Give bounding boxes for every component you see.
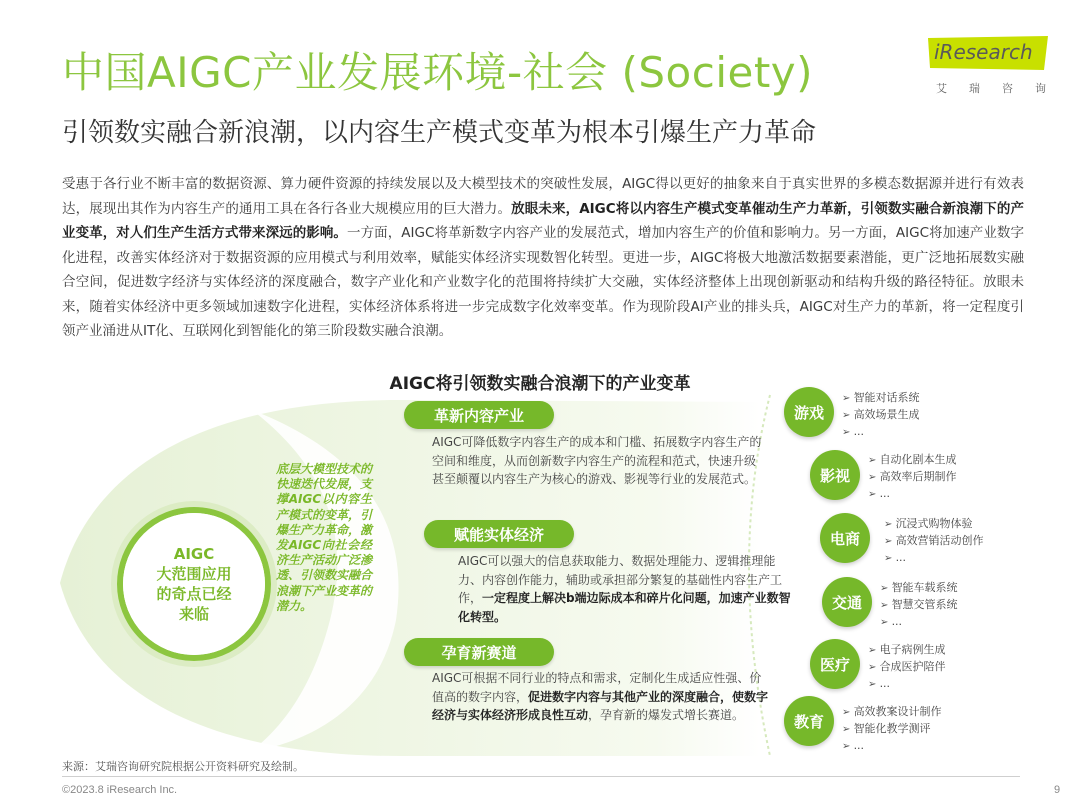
list-item: ➢ 电子病例生成 bbox=[868, 642, 946, 659]
page-number: 9 bbox=[1054, 784, 1061, 796]
list-item: ➢ ... bbox=[884, 550, 984, 567]
page-title: 中国AIGC产业发展环境-社会 (Society) bbox=[62, 48, 814, 97]
section-desc-new-track bbox=[432, 669, 772, 725]
list-item: ➢ 高效营销活动创作 bbox=[884, 533, 984, 550]
category-circle-medical: 医疗 bbox=[810, 639, 860, 689]
category-circle-education: 教育 bbox=[784, 696, 834, 746]
list-item: ➢ 智慧交管系统 bbox=[880, 597, 958, 614]
list-item: ➢ 合成医护陪伴 bbox=[868, 659, 946, 676]
intro-bold-1: 放眼未来，AIGC将以内容生产模式变革催动生产力革新，引领数实融合新浪潮下的产业变革，对人们生产生活方式带来深远的影响。 bbox=[62, 200, 1024, 241]
section-pill-content-industry: 革新内容产业 bbox=[404, 401, 554, 429]
logo-subtext: 艾瑞咨询 bbox=[936, 82, 1068, 95]
category-list-medical bbox=[868, 642, 946, 693]
logo-text: iResearch bbox=[934, 40, 1033, 64]
section-pill-real-economy: 赋能实体经济 bbox=[424, 520, 574, 548]
intro-part-2: 一方面，AIGC将革新数字内容产业的发展范式，增加内容生产的价值和影响力。另一方面，AIGC将加速产业数字化进程，改善实体经济对于数据资源的应用模式与利用效率，赋能实体经济实现数智化转型。更进一步，AIGC将极大地激活数据要素潜能，更广泛地拓展数实融合空间，促进数字经济与实体经济的深度融合，数字产业化和产业数字化的范围将持续扩大交融，实体经济整体上出现创新驱动和结构升级的路径特征。放眼未来，随着实体经济中更多领域加速数字化进程，实体经济体系将进一步完成数字化效率变革。作为现阶段AI产业的排头兵，AIGC对生产力的革新，将一定程度引领产业涌进从IT化、互联网化到智能化的第三阶段数实融合浪潮。 bbox=[62, 225, 1024, 339]
list-item: ➢ 高效率后期制作 bbox=[868, 469, 957, 486]
list-item: ➢ 高效场景生成 bbox=[842, 407, 920, 424]
section-3-bold: 促进数字内容与其他产业的深度融合，使数字经济与实体经济形成良性互动 bbox=[432, 689, 769, 722]
footer-divider bbox=[62, 776, 1020, 777]
category-list-education bbox=[842, 704, 942, 755]
copyright: ©2023.8 iResearch Inc. bbox=[62, 784, 178, 796]
list-item: ➢ 高效教案设计制作 bbox=[842, 704, 942, 721]
source-note: 来源：艾瑞咨询研究院根据公开资料研究及绘制。 bbox=[62, 760, 304, 773]
category-list-film bbox=[868, 452, 957, 503]
section-1-text: AIGC可降低数字内容生产的成本和门槛、拓展数字内容生产的空间和维度，从而创新数字内容生产的流程和范式，快速升级甚至颠覆以内容生产为核心的游戏、影视等行业的发展范式。 bbox=[432, 435, 762, 486]
list-item: ➢ ... bbox=[842, 424, 920, 441]
list-item: ➢ ... bbox=[868, 486, 957, 503]
list-item: ➢ ... bbox=[842, 738, 942, 755]
category-list-transport bbox=[880, 580, 958, 631]
list-item: ➢ ... bbox=[880, 614, 958, 631]
list-item: ➢ 智能车载系统 bbox=[880, 580, 958, 597]
center-line-4: 来临 bbox=[178, 605, 209, 623]
page-subtitle: 引领数实融合新浪潮，以内容生产模式变革为根本引爆生产力革命 bbox=[62, 118, 817, 148]
section-desc-real-economy bbox=[458, 552, 794, 626]
category-circle-gaming: 游戏 bbox=[784, 387, 834, 437]
center-line-1: AIGC bbox=[173, 545, 215, 563]
diagram-title: AIGC将引领数实融合浪潮下的产业变革 bbox=[389, 374, 691, 394]
intro-part-1: 受惠于各行业不断丰富的数据资源、算力硬件资源的持续发展以及大模型技术的突破性发展，AIGC得以更好的抽象来自于真实世界的多模态数据源并进行有效表达，展现出其作为内容生产的通用工具在各行各业大规模应用的巨大潜力。 bbox=[62, 176, 1024, 217]
aigc-center-circle bbox=[123, 513, 265, 655]
list-item: ➢ 智能化教学测评 bbox=[842, 721, 942, 738]
section-2-text: AIGC可以强大的信息获取能力、数据处理能力、逻辑推理能力、内容创作能力，辅助或承担部分繁复的基础性内容生产工作， bbox=[458, 554, 783, 605]
category-list-ecommerce bbox=[884, 516, 984, 567]
list-item: ➢ 沉浸式购物体验 bbox=[884, 516, 984, 533]
center-line-2: 大范围应用 bbox=[156, 565, 232, 583]
category-list-gaming bbox=[842, 390, 920, 441]
list-item: ➢ 自动化剧本生成 bbox=[868, 452, 957, 469]
section-desc-content-industry bbox=[432, 433, 764, 489]
model-driver-note: 底层大模型技术的快速迭代发展，支撑AIGC以内容生产模式的变革，引爆生产力革命，激发AIGC向社会经济生产活动广泛渗透、引领数实融合浪潮下产业变革的潜力。 bbox=[276, 462, 373, 613]
section-3-tail: ，孕育新的爆发式增长赛道。 bbox=[588, 708, 745, 722]
list-item: ➢ 智能对话系统 bbox=[842, 390, 920, 407]
section-2-bold: 一定程度上解决b端边际成本和碎片化问题，加速产业数智化转型。 bbox=[458, 591, 791, 624]
category-circle-film: 影视 bbox=[810, 450, 860, 500]
category-circle-transport: 交通 bbox=[822, 577, 872, 627]
section-pill-new-track: 孕育新赛道 bbox=[404, 638, 554, 666]
section-3-text: AIGC可根据不同行业的特点和需求，定制化生成适应性强、价值高的数字内容， bbox=[432, 671, 762, 704]
list-item: ➢ ... bbox=[868, 676, 946, 693]
center-line-3: 的奇点已经 bbox=[156, 585, 232, 603]
category-circle-ecommerce: 电商 bbox=[820, 513, 870, 563]
